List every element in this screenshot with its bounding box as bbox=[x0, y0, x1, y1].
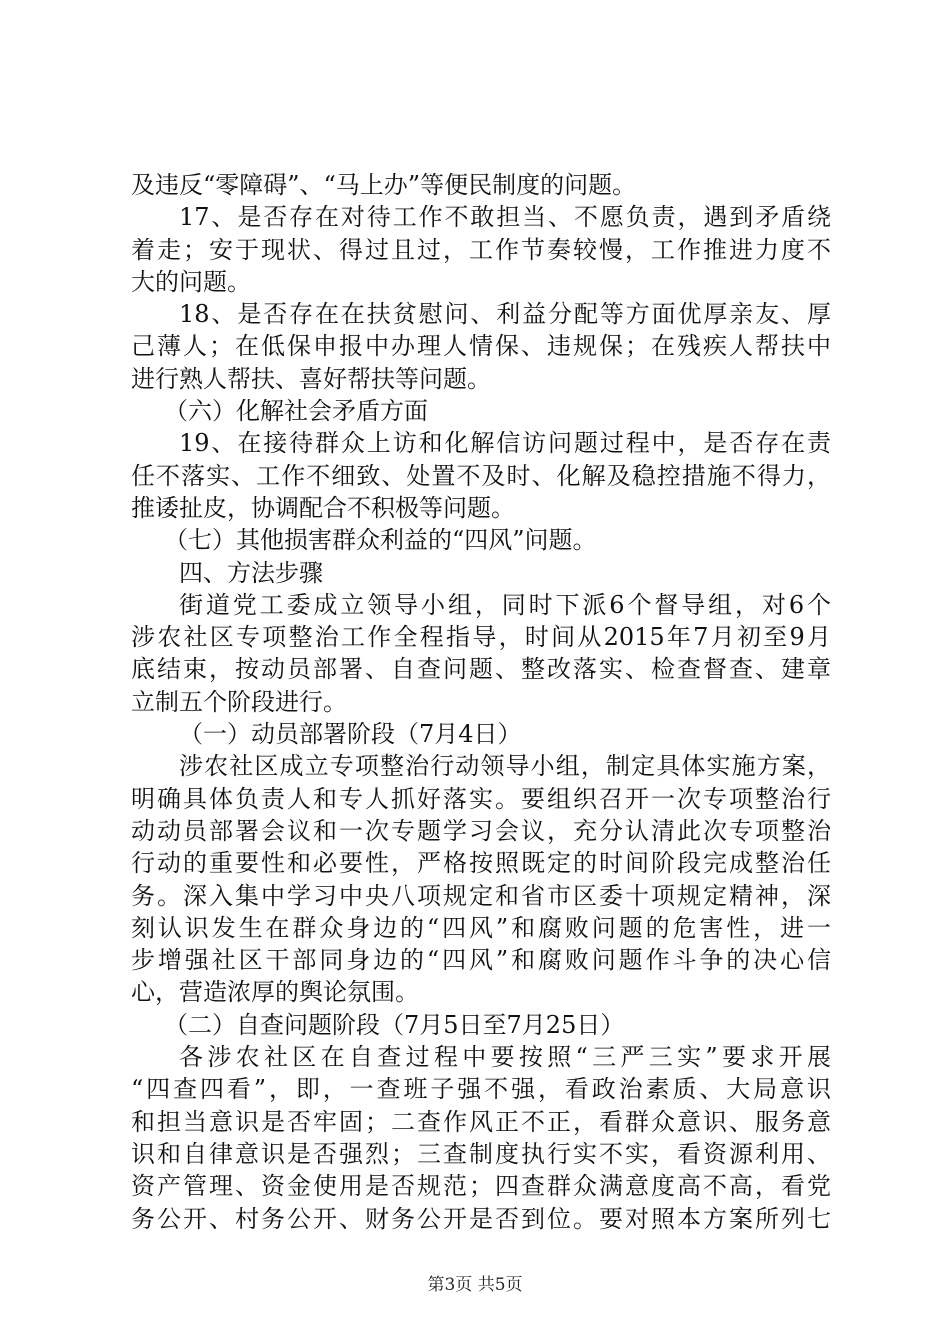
text-line: 街道党工委成立领导小组，同时下派6个督导组，对6个 bbox=[179, 590, 831, 619]
text-line: 18、是否存在在扶贫慰问、利益分配等方面优厚亲友、厚 bbox=[179, 300, 831, 329]
section-heading: （六）化解社会矛盾方面 bbox=[164, 397, 428, 426]
text-line: 步增强社区干部同身边的“四风”和腐败问题作斗争的决心信 bbox=[131, 946, 831, 975]
text-line: 明确具体负责人和专人抓好落实。要组织召开一次专项整治行 bbox=[131, 784, 831, 813]
section-heading: （二）自查问题阶段（7月5日至7月25日） bbox=[164, 1010, 625, 1039]
text-line: 推诿扯皮，协调配合不积极等问题。 bbox=[131, 493, 515, 522]
text-line: 心，营造浓厚的舆论氛围。 bbox=[131, 978, 419, 1007]
text-line: 大的问题。 bbox=[131, 267, 251, 296]
text-line: 动动员部署会议和一次专题学习会议，充分认清此次专项整治 bbox=[131, 816, 831, 845]
section-heading: （一）动员部署阶段（7月4日） bbox=[179, 720, 522, 749]
text-line: 涉农社区专项整治工作全程指导，时间从2015年7月初至9月 bbox=[131, 623, 831, 652]
text-line: 着走；安于现状、得过且过，工作节奏较慢，工作推进力度不 bbox=[131, 235, 831, 264]
text-line: 和担当意识是否牢固；二查作风正不正，看群众意识、服务意 bbox=[131, 1107, 831, 1136]
text-line: 行动的重要性和必要性，严格按照既定的时间阶段完成整治任 bbox=[131, 849, 831, 878]
text-line: 涉农社区成立专项整治行动领导小组，制定具体实施方案， bbox=[179, 752, 831, 781]
text-line: 识和自律意识是否强烈；三查制度执行实不实，看资源利用、 bbox=[131, 1139, 831, 1168]
document-body bbox=[131, 169, 831, 1235]
text-line: 及违反“零障碍”、“马上办”等便民制度的问题。 bbox=[131, 171, 637, 199]
text-line: 19、在接待群众上访和化解信访问题过程中，是否存在责 bbox=[179, 429, 831, 458]
page-number: 第3页 共5页 bbox=[427, 1275, 523, 1295]
section-heading: （七）其他损害群众利益的“四风”问题。 bbox=[164, 526, 597, 555]
text-line: 务公开、村务公开、财务公开是否到位。要对照本方案所列七 bbox=[131, 1204, 831, 1233]
text-line: 务。深入集中学习中央八项规定和省市区委十项规定精神，深 bbox=[131, 881, 831, 910]
text-line: 底结束，按动员部署、自查问题、整改落实、检查督查、建章 bbox=[131, 655, 831, 684]
page-footer bbox=[0, 1270, 950, 1295]
text-line: 立制五个阶段进行。 bbox=[131, 687, 347, 716]
text-line: 己薄人；在低保申报中办理人情保、违规保；在残疾人帮扶中 bbox=[131, 332, 831, 361]
text-line: 任不落实、工作不细致、处置不及时、化解及稳控措施不得力， bbox=[131, 461, 831, 490]
text-line: 资产管理、资金使用是否规范；四查群众满意度高不高，看党 bbox=[131, 1172, 831, 1201]
text-line: 17、是否存在对待工作不敢担当、不愿负责，遇到矛盾绕 bbox=[179, 203, 831, 232]
text-line: 刻认识发生在群众身边的“四风”和腐败问题的危害性，进一 bbox=[131, 913, 831, 942]
text-line: 进行熟人帮扶、喜好帮扶等问题。 bbox=[131, 364, 491, 393]
text-line: “四查四看”，即，一查班子强不强，看政治素质、大局意识 bbox=[131, 1075, 831, 1104]
section-heading: 四、方法步骤 bbox=[179, 558, 323, 587]
text-line: 各涉农社区在自查过程中要按照“三严三实”要求开展 bbox=[179, 1043, 831, 1072]
